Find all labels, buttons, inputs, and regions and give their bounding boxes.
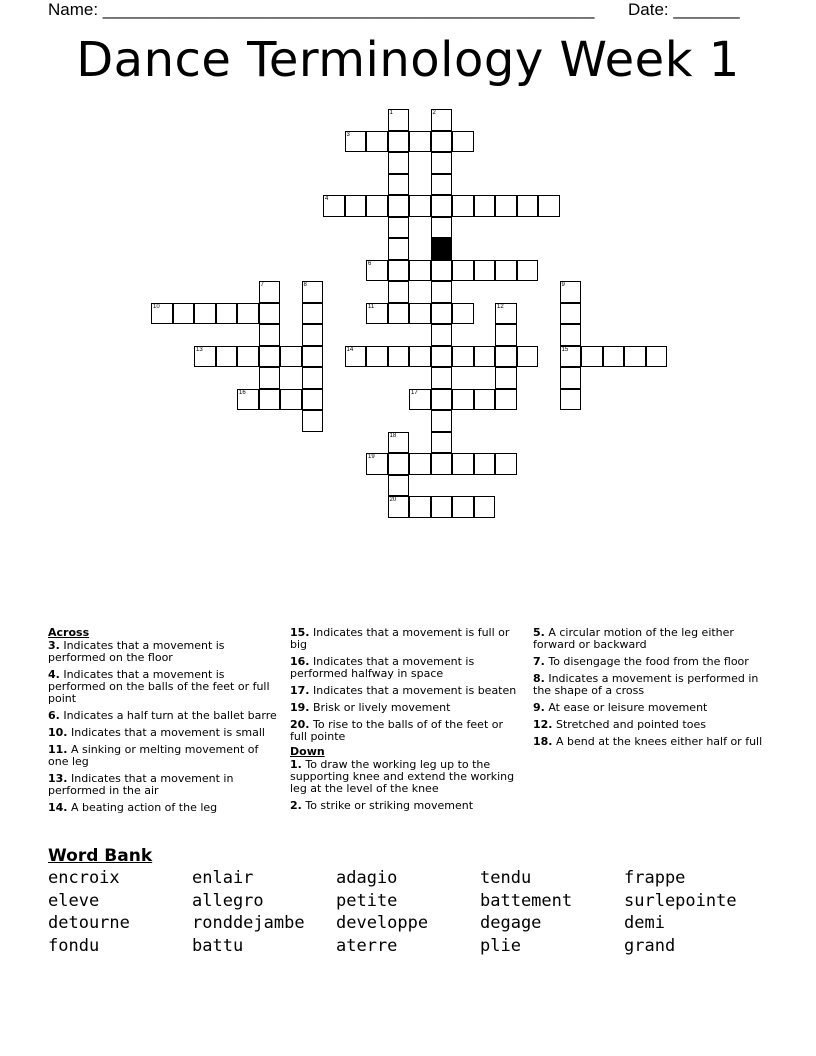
grid-cell[interactable] [431, 109, 453, 131]
grid-cell[interactable] [259, 367, 281, 389]
grid-cell[interactable] [431, 346, 453, 368]
clue-text: To draw the working leg up to the supporting knee and extend the working leg at the level of the knee [290, 758, 515, 795]
grid-cell[interactable] [452, 346, 474, 368]
word-bank-word: ronddejambe [192, 913, 305, 933]
grid-cell[interactable] [452, 195, 474, 217]
clue-text: Indicates that a movement is small [67, 726, 265, 739]
clue-item [290, 656, 522, 680]
clue-item [290, 685, 522, 697]
grid-cell[interactable] [495, 346, 517, 368]
black-cell [431, 238, 453, 260]
grid-cell[interactable] [474, 496, 496, 518]
grid-cell[interactable] [216, 303, 238, 325]
clue-number-label: 10. [48, 726, 68, 739]
grid-cell[interactable] [388, 217, 410, 239]
word-bank-word: adagio [336, 868, 398, 888]
word-bank-word: eleve [48, 890, 100, 911]
word-bank-word: grand [624, 935, 676, 956]
grid-cell[interactable] [302, 367, 324, 389]
grid-cell[interactable] [259, 389, 281, 411]
clue-number: 5 [432, 239, 436, 245]
word-bank-word: frappe [624, 868, 686, 888]
date-field-label: Date: _______ [628, 0, 740, 19]
clue-number: 19 [368, 454, 375, 460]
word-bank-word: plie [480, 935, 521, 956]
grid-cell[interactable] [259, 324, 281, 346]
grid-cell[interactable] [388, 346, 410, 368]
clue-text: A sinking or melting movement of one leg [48, 743, 259, 768]
clue-number: 4 [325, 196, 329, 202]
grid-cell[interactable] [517, 195, 539, 217]
grid-cell[interactable] [302, 410, 324, 432]
clue-number: 8 [303, 282, 307, 288]
grid-cell[interactable] [302, 303, 324, 325]
word-bank-word: fondu [48, 935, 100, 956]
clue-number: 20 [389, 497, 397, 503]
clue-number: 15 [561, 346, 569, 353]
grid-cell[interactable] [560, 281, 582, 303]
grid-cell[interactable] [431, 324, 453, 346]
grid-cell[interactable] [431, 195, 453, 217]
clue-number: 2 [432, 110, 436, 116]
grid-cell[interactable] [452, 131, 474, 153]
clue-text: Brisk or lively movement [309, 701, 451, 714]
clue-item [290, 702, 522, 714]
grid-cell[interactable] [452, 496, 474, 518]
clue-text: Indicates that a movement in performed in the air [48, 772, 234, 797]
grid-cell[interactable] [345, 131, 367, 153]
grid-cell[interactable] [560, 367, 582, 389]
word-bank-word: surlepointe [624, 890, 737, 911]
clue-text: Indicates that a movement is performed halfway in space [290, 655, 475, 680]
word-bank-word: battu [192, 935, 244, 956]
clue-text: Indicates that a movement is performed on the floor [48, 639, 225, 664]
grid-cell[interactable] [560, 324, 582, 346]
grid-cell[interactable] [388, 131, 410, 153]
page-title: Dance Terminology Week 1 [76, 32, 740, 88]
grid-cell[interactable] [495, 324, 517, 346]
grid-cell[interactable] [388, 260, 410, 282]
clue-number: 16 [239, 389, 246, 396]
grid-cell[interactable] [388, 109, 410, 131]
clue-number: 10 [153, 303, 160, 310]
clue-text: Indicates a movement is performed in the shape of a cross [533, 672, 759, 697]
grid-cell[interactable] [216, 346, 238, 368]
clue-number: 7 [260, 282, 264, 288]
word-bank-word: petite [336, 890, 398, 911]
clue-item [48, 669, 278, 705]
grid-cell[interactable] [237, 389, 259, 411]
clue-item [533, 673, 765, 697]
clues-column-2 [290, 627, 522, 817]
clue-item [48, 640, 278, 664]
grid-cell[interactable] [409, 131, 431, 153]
grid-cell[interactable] [452, 303, 474, 325]
grid-cell[interactable] [495, 367, 517, 389]
clue-text: Stretched and pointed toes [552, 718, 706, 731]
clue-number-label: 3. [48, 639, 60, 652]
grid-cell[interactable] [388, 174, 410, 196]
clue-number-label: 5. [533, 626, 545, 639]
grid-cell[interactable] [431, 281, 453, 303]
grid-cell[interactable] [237, 303, 259, 325]
grid-cell[interactable] [431, 496, 453, 518]
clue-number-label: 1. [290, 758, 302, 771]
clue-number: 9 [561, 282, 565, 288]
grid-cell[interactable] [388, 195, 410, 217]
clue-item [48, 710, 278, 722]
grid-cell[interactable] [517, 260, 539, 282]
clue-number-label: 18. [533, 735, 553, 748]
grid-cell[interactable] [388, 453, 410, 475]
clue-item [533, 627, 765, 651]
grid-cell[interactable] [259, 303, 281, 325]
word-bank-word: tendu [480, 868, 532, 888]
clue-number-label: 20. [290, 718, 310, 731]
grid-cell[interactable] [388, 432, 410, 454]
word-bank-word: detourne [48, 913, 130, 933]
word-bank-column [480, 867, 572, 957]
grid-cell[interactable] [646, 346, 668, 368]
grid-cell[interactable] [474, 389, 496, 411]
clue-item [48, 744, 278, 768]
word-bank-word: allegro [192, 890, 264, 911]
clue-item [290, 627, 522, 651]
word-bank-title: Word Bank [48, 846, 153, 866]
grid-cell[interactable] [495, 195, 517, 217]
grid-cell[interactable] [431, 217, 453, 239]
grid-cell[interactable] [388, 281, 410, 303]
clues-column-3 [533, 627, 765, 753]
word-bank-column [192, 867, 305, 957]
word-bank-word: demi [624, 913, 665, 933]
grid-cell[interactable] [560, 303, 582, 325]
clue-text: A bend at the knees either half or full [552, 735, 763, 748]
grid-cell[interactable] [366, 195, 388, 217]
grid-cell[interactable] [431, 152, 453, 174]
grid-cell[interactable] [302, 346, 324, 368]
clue-item [533, 719, 765, 731]
clue-text: Indicates that a movement is beaten [309, 684, 517, 697]
grid-cell[interactable] [388, 152, 410, 174]
clue-text: Indicates that a movement is full or big [290, 626, 510, 651]
clue-item [290, 719, 522, 743]
clue-number: 13 [196, 346, 203, 353]
clue-number-label: 13. [48, 772, 68, 785]
clue-number: 11 [368, 303, 375, 310]
clue-number: 17 [411, 389, 418, 396]
clue-number: 14 [346, 346, 354, 353]
grid-cell[interactable] [388, 475, 410, 497]
clue-number-label: 19. [290, 701, 310, 714]
clue-number-label: 7. [533, 655, 545, 668]
clue-item [48, 802, 278, 814]
clue-item [290, 800, 522, 812]
grid-cell[interactable] [538, 195, 560, 217]
grid-cell[interactable] [388, 496, 410, 518]
grid-cell[interactable] [581, 346, 603, 368]
grid-cell[interactable] [302, 389, 324, 411]
grid-cell[interactable] [345, 195, 367, 217]
grid-cell[interactable] [259, 346, 281, 368]
clue-number: 6 [368, 260, 372, 267]
grid-cell[interactable] [409, 260, 431, 282]
grid-cell[interactable] [624, 346, 646, 368]
grid-cell[interactable] [431, 260, 453, 282]
clue-item [533, 736, 765, 748]
clue-number-label: 17. [290, 684, 310, 697]
grid-cell[interactable] [409, 453, 431, 475]
grid-cell[interactable] [194, 303, 216, 325]
grid-cell[interactable] [194, 346, 216, 368]
clue-number-label: 11. [48, 743, 68, 756]
grid-cell[interactable] [495, 303, 517, 325]
grid-cell[interactable] [366, 131, 388, 153]
grid-cell[interactable] [474, 453, 496, 475]
clue-text: A circular motion of the leg either forward or backward [533, 626, 734, 651]
grid-cell[interactable] [151, 303, 173, 325]
clue-item [533, 656, 765, 668]
clue-text: To rise to the balls of of the feet or full pointe [290, 718, 504, 743]
grid-cell[interactable] [431, 367, 453, 389]
word-bank-column [336, 867, 428, 957]
grid-cell[interactable] [302, 324, 324, 346]
word-bank-word: aterre [336, 935, 398, 956]
grid-cell[interactable] [366, 453, 388, 475]
grid-cell[interactable] [517, 346, 539, 368]
grid-cell[interactable] [345, 346, 367, 368]
clue-number: 3 [346, 131, 350, 138]
grid-cell[interactable] [409, 389, 431, 411]
word-bank-word: degage [480, 913, 542, 933]
clue-text: Indicates that a movement is performed on the balls of the feet or full point [48, 668, 270, 705]
grid-cell[interactable] [409, 496, 431, 518]
clue-text: To disengage the food from the floor [544, 655, 749, 668]
grid-cell[interactable] [560, 389, 582, 411]
clue-text: At ease or leisure movement [544, 701, 708, 714]
word-bank-column [48, 867, 130, 957]
grid-cell[interactable] [388, 303, 410, 325]
clue-item [290, 759, 522, 795]
grid-cell[interactable] [495, 453, 517, 475]
word-bank-word: developpe [336, 913, 429, 933]
down-heading: Down [290, 745, 325, 758]
clue-text: A beating action of the leg [67, 801, 218, 814]
clue-number: 1 [389, 110, 393, 116]
clue-number: 12 [497, 303, 504, 310]
word-bank-word: encroix [48, 868, 120, 888]
name-field-label: Name: ____________________________________________________ [48, 0, 595, 19]
clue-number-label: 4. [48, 668, 60, 681]
clue-text: To strike or striking movement [301, 799, 474, 812]
grid-cell[interactable] [603, 346, 625, 368]
clue-number-label: 12. [533, 718, 553, 731]
grid-cell[interactable] [495, 260, 517, 282]
clue-item [48, 727, 278, 739]
across-heading: Across [48, 626, 90, 639]
clue-item [48, 773, 278, 797]
grid-cell[interactable] [431, 453, 453, 475]
grid-cell[interactable] [560, 346, 582, 368]
grid-cell[interactable] [431, 432, 453, 454]
clue-text: Indicates a half turn at the ballet barre [59, 709, 277, 722]
grid-cell[interactable] [388, 238, 410, 260]
grid-cell[interactable] [431, 131, 453, 153]
word-bank-word: battement [480, 890, 573, 911]
clue-number: 18 [389, 432, 397, 439]
grid-cell[interactable] [452, 453, 474, 475]
grid-cell[interactable] [323, 195, 345, 217]
grid-cell[interactable] [280, 389, 302, 411]
grid-cell[interactable] [259, 281, 281, 303]
clue-item [533, 702, 765, 714]
grid-cell[interactable] [431, 389, 453, 411]
grid-cell[interactable] [474, 195, 496, 217]
clues-column-1 [48, 627, 278, 819]
clue-number-label: 15. [290, 626, 310, 639]
grid-cell[interactable] [452, 389, 474, 411]
grid-cell[interactable] [302, 281, 324, 303]
grid-cell[interactable] [431, 303, 453, 325]
grid-cell[interactable] [366, 303, 388, 325]
word-bank-column [624, 867, 737, 957]
grid-cell[interactable] [452, 260, 474, 282]
grid-cell[interactable] [409, 195, 431, 217]
grid-cell[interactable] [237, 346, 259, 368]
grid-cell[interactable] [366, 260, 388, 282]
clue-number-label: 14. [48, 801, 68, 814]
clue-number-label: 9. [533, 701, 545, 714]
grid-cell[interactable] [431, 174, 453, 196]
grid-cell[interactable] [474, 346, 496, 368]
grid-cell[interactable] [431, 410, 453, 432]
clue-number-label: 8. [533, 672, 545, 685]
grid-cell[interactable] [495, 389, 517, 411]
grid-cell[interactable] [409, 303, 431, 325]
grid-cell[interactable] [173, 303, 195, 325]
grid-cell[interactable] [409, 346, 431, 368]
grid-cell[interactable] [366, 346, 388, 368]
grid-cell[interactable] [280, 346, 302, 368]
clue-number-label: 6. [48, 709, 60, 722]
clue-number-label: 2. [290, 799, 302, 812]
word-bank-word: enlair [192, 868, 254, 888]
clue-number-label: 16. [290, 655, 310, 668]
grid-cell[interactable] [474, 260, 496, 282]
